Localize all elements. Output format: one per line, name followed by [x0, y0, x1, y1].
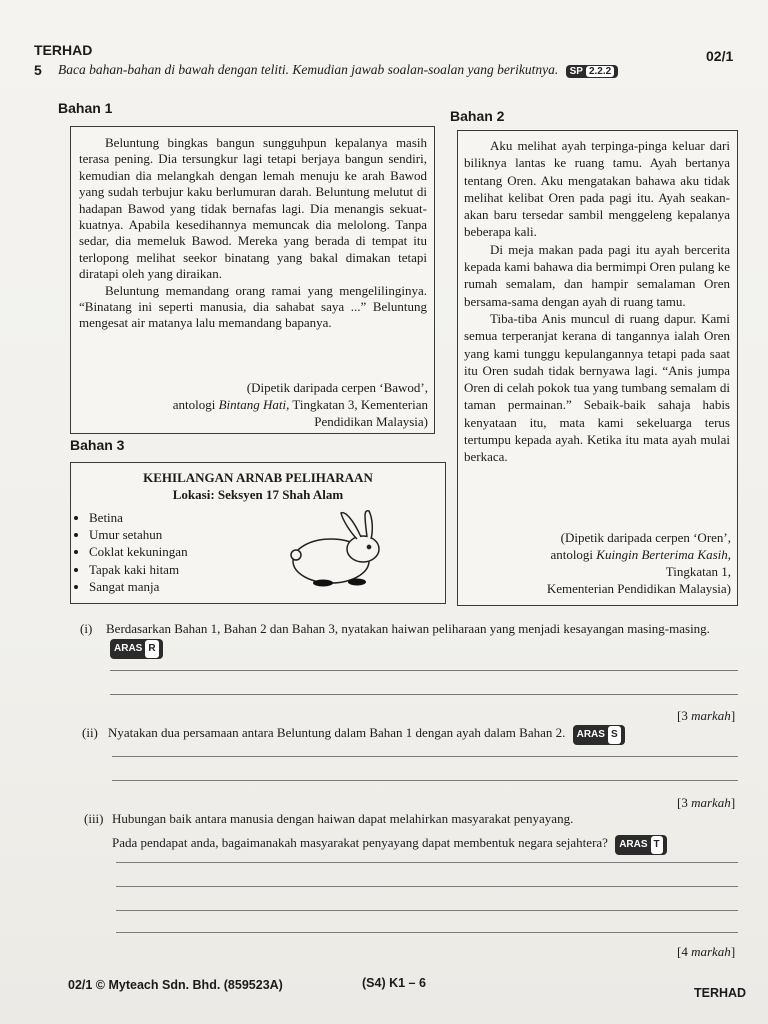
bahan1-source: (Dipetik daripada cerpen ‘Bawod’, antologi Bintang Hati, Tingkatan 3, Kementerian Pendidikan Malaysia)	[172, 380, 428, 429]
header-paper-code: 02/1	[706, 48, 734, 64]
list-item: • Betina	[89, 509, 445, 526]
rabbit-illustration	[283, 507, 393, 591]
bahan1-text	[79, 135, 427, 332]
subquestion-iii-text-1: Hubungan baik antara manusia dengan haiwan dapat melahirkan masyarakat penyayang.	[112, 811, 574, 826]
question-number: 5	[34, 62, 42, 78]
answer-line	[116, 862, 738, 863]
marks-i: [3 markah]	[677, 708, 736, 723]
subquestion-ii-number: (ii)	[82, 725, 98, 740]
answer-line	[116, 910, 738, 911]
bahan2-source: (Dipetik daripada cerpen ‘Oren’, antologi Kuingin Berterima Kasih, Tingkatan 1, Kementerian Pendidikan Malaysia)	[546, 530, 731, 596]
list-item: • Umur setahun	[89, 526, 445, 543]
poster-location: Lokasi: Seksyen 17 Shah Alam	[172, 487, 344, 502]
footer-classification: TERHAD	[694, 986, 747, 1000]
bahan2-paragraph-3: Tiba-tiba Anis muncul di ruang dapur. Kami semua terperanjat kerana di tangannya ialah Oren yang kami tunggu kepulangannya tetapi pada saat itu Oren sudah tidak bernyawa lagi. “Anis jumpa Oren di celah pokok tua yang tumbang semalam di taman permainan.” Sebaik-baik sahaja habis kenyataan itu, mata kami sekeluarga terus tertumpu kepada ayah. Ketika itu mata ayah mulai berkaca.	[464, 310, 730, 465]
bahan3-label: Bahan 3	[70, 437, 125, 453]
subquestion-iii-number: (iii)	[84, 811, 104, 826]
answer-line	[116, 886, 738, 887]
footer-page-number: (S4) K1 – 6	[362, 976, 426, 990]
poster-title: KEHILANGAN ARNAB PELIHARAAN	[143, 470, 373, 485]
list-item: • Coklat kekuningan	[89, 543, 445, 560]
sp-badge: SP 2.2.2	[566, 65, 619, 78]
bahan1-box	[70, 126, 435, 434]
subquestion-i-text: Berdasarkan Bahan 1, Bahan 2 dan Bahan 3, nyatakan haiwan peliharaan yang menjadi kesayangan masing-masing. ARAS R	[106, 620, 740, 659]
bahan2-paragraph-2: Di meja makan pada pagi itu ayah bercerita kepada kami bahawa dia bermimpi Oren pulang ke rumah semalam, dan hampir semalaman Oren bersama-sama dengan ayah di ruang tamu.	[464, 241, 730, 309]
aras-badge: ARAS T	[615, 835, 666, 855]
bahan2-text	[464, 137, 730, 466]
bahan2-box	[457, 130, 738, 606]
instruction-text: Baca bahan-bahan di bawah dengan teliti. Kemudian jawab soalan-soalan yang berikutnya.	[58, 62, 559, 77]
bahan1-paragraph-1: Beluntung bingkas bangun sungguhpun kepalanya masih terasa pening. Dia tersungkur lagi tetapi berjaya bangun sendiri, kemudian dia melangkah dengan lemah menuju ke arah Bawod yang sudah terbujur kaku berlumuran darah. Beluntung melutut di hadapan Bawod yang tidak bernafas lagi. Dia menangis sekuat-kuatnya. Apabila kesedihannya memuncak dia melolong. Tanpa sedar, dia memeluk Bawod. Mereka yang berada di tempat itu terlopong melihat seekor binatang yang bakal dimakan tetapi diratapi oleh yang diraikan.	[79, 135, 427, 282]
answer-line	[110, 670, 738, 671]
bahan1-paragraph-2: Beluntung memandang orang ramai yang mengelilinginya. “Binatang ini seperti manusia, dia sahabat saya ...” Beluntung mengesat air matanya lalu memandang bapanya.	[79, 282, 427, 331]
answer-line	[112, 756, 738, 757]
marks-ii: [3 markah]	[677, 795, 736, 810]
subquestion-i-number: (i)	[80, 621, 93, 636]
aras-badge: ARAS R	[110, 639, 163, 659]
aras-badge: ARAS S	[573, 725, 625, 745]
subquestion-ii-text: Nyatakan dua persamaan antara Beluntung dalam Bahan 1 dengan ayah dalam Bahan 2. ARAS S	[108, 724, 740, 745]
answer-line	[110, 694, 738, 695]
answer-line	[112, 780, 738, 781]
marks-iii: [4 markah]	[677, 944, 736, 959]
bahan2-paragraph-1: Aku melihat ayah terpinga-pinga keluar dari biliknya lantas ke ruang tamu. Ayah bertanya tentang Oren. Aku mengatakan bahawa aku tidak melihat kelibat Oren pada pagi itu. Ayah seakan-akan baru tersedar sambil menggeleng kepalanya beberapa kali.	[464, 138, 730, 240]
answer-line	[116, 932, 738, 933]
footer-copyright: 02/1 © Myteach Sdn. Bhd. (859523A)	[68, 978, 283, 992]
header-classification: TERHAD	[34, 42, 93, 58]
question-instruction	[58, 62, 618, 78]
list-item: • Tapak kaki hitam	[89, 561, 445, 578]
bahan2-label: Bahan 2	[450, 108, 505, 124]
bahan1-label: Bahan 1	[58, 100, 113, 116]
bahan3-poster	[70, 462, 446, 604]
subquestion-iii-text-2: Pada pendapat anda, bagaimanakah masyarakat penyayang dapat membentuk negara sejahtera? ARAS T	[112, 834, 742, 855]
list-item: • Sangat manja	[89, 578, 445, 595]
